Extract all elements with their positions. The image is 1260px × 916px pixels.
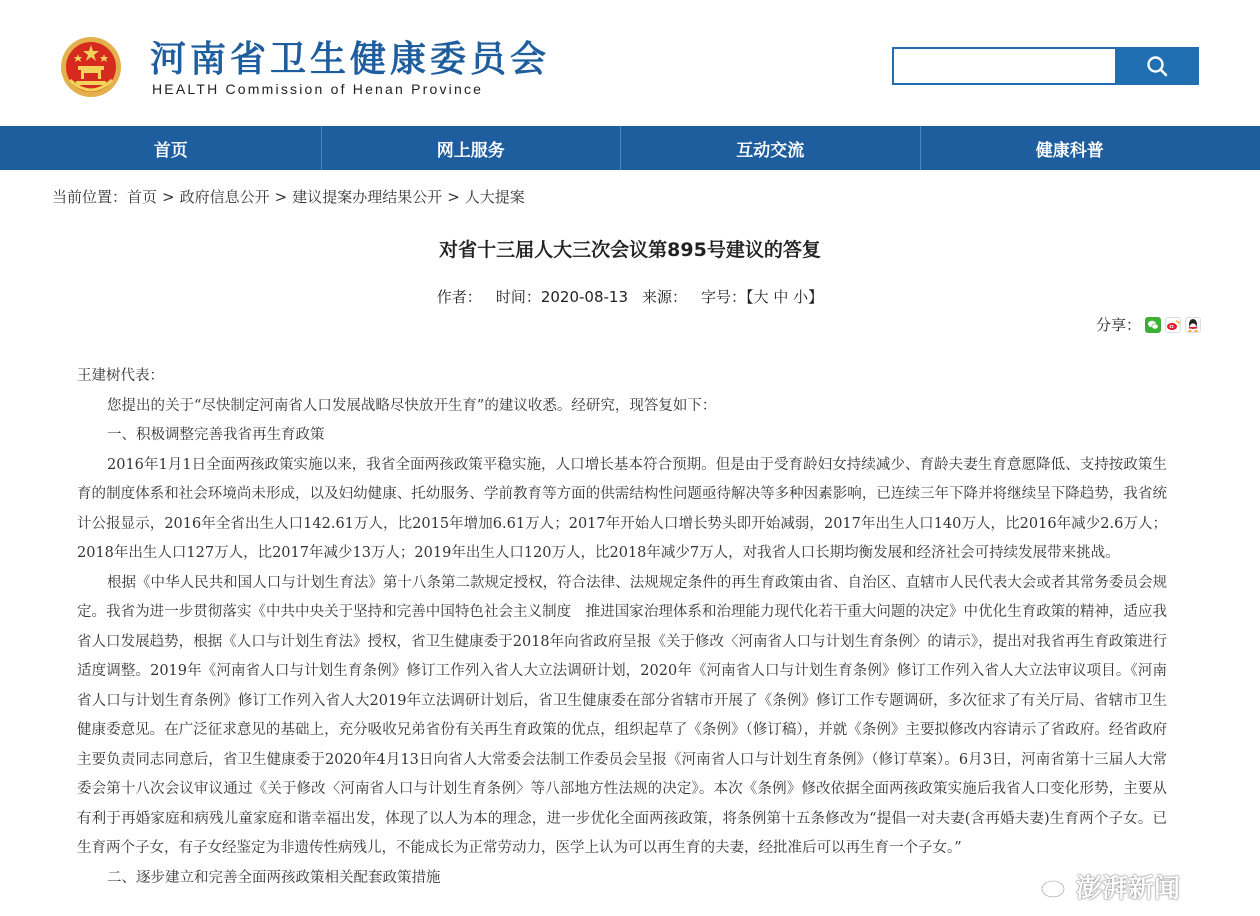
salutation: 王建树代表： (77, 368, 164, 384)
nav-item-health-science[interactable]: 健康科普 (920, 126, 1220, 170)
breadcrumb-item-home[interactable]: 首页 (127, 188, 158, 206)
source-label: 来源： (642, 288, 688, 306)
bracket-open: 【 (746, 288, 754, 306)
font-size-label: 字号： (701, 288, 747, 306)
paragraph: 2016年1月1日全面两孩政策实施以来，我省全面两孩政策平稳实施，人口增长基本符合预期。但是由于受育龄妇女持续减少、育龄夫妻生育意愿降低、支持按政策生育的制度体系和社会环境尚未形成，以及妇幼健康、托幼服务、学前教育等方面的供需结构性问题亟待解决等多种因素影响，已连续三年下降并将继续呈下降趋势，我省统计公报显示，2016年全省出生人口142.61万人，比2015年增加6.61万人；2017年开始人口增长势头即开始减弱，2017年出生人口140万人，比2016年减少2.6万人；2018年出生人口127万人，比2017年减少13万人；2019年出生人口120万人，比2018年减少7万人，对我省人口长期均衡发展和经济社会可持续发展带来挑战。 (77, 456, 1167, 561)
breadcrumb-separator: > (162, 188, 175, 206)
share-bar (1096, 314, 1201, 336)
nav-item-online-service[interactable]: 网上服务 (321, 126, 621, 170)
breadcrumb-item-gov-info[interactable]: 政府信息公开 (179, 188, 270, 206)
font-size-small-link[interactable]: 小 (793, 288, 809, 306)
nav-edge-right (1219, 126, 1240, 170)
font-size-medium-link[interactable]: 中 (773, 288, 789, 306)
qq-icon[interactable] (1185, 317, 1201, 333)
breadcrumb (52, 186, 525, 208)
time-value: 2020-08-13 (540, 288, 629, 306)
paragraph: 您提出的关于“尽快制定河南省人口发展战略尽快放开生育”的建议收悉。经研究，现答复如下： (107, 397, 717, 414)
section-heading: 二、逐步建立和完善全面两孩政策相关配套政策措施 (107, 869, 441, 886)
watermark (1040, 866, 1180, 906)
breadcrumb-separator: > (274, 188, 288, 206)
breadcrumb-item-proposal-results[interactable]: 建议提案办理结果公开 (292, 188, 443, 206)
search-icon (1146, 55, 1168, 77)
breadcrumb-separator: > (447, 188, 460, 206)
bracket-close: 】 (808, 288, 824, 306)
weibo-logo-icon (1040, 873, 1070, 899)
breadcrumb-item-npc-proposals[interactable]: 人大提案 (464, 188, 525, 206)
site-subtitle: HEALTH Commission of Henan Province (152, 81, 484, 97)
national-emblem-icon (60, 36, 122, 98)
nav-edge-left (0, 126, 21, 170)
share-label: 分享： (1096, 316, 1142, 334)
nav-item-interaction[interactable]: 互动交流 (620, 126, 920, 170)
search-input[interactable] (892, 47, 1116, 85)
search-button[interactable] (1115, 47, 1199, 85)
article-title: 对省十三届人大三次会议第895号建议的答复 (439, 239, 821, 261)
time-label: 时间： (495, 288, 541, 306)
article-meta (0, 286, 1260, 308)
wechat-icon[interactable] (1145, 317, 1161, 333)
article-body (77, 362, 1167, 893)
site-header (0, 0, 1260, 126)
author-label: 作者： (436, 288, 482, 306)
watermark-text: 澎湃新闻 (1076, 873, 1181, 904)
breadcrumb-prefix: 当前位置： (52, 188, 128, 206)
paragraph: 根据《中华人民共和国人口与计划生育法》第十八条第二款规定授权，符合法律、法规规定条件的再生育政策由省、自治区、直辖市人民代表大会或者其常务委员会规定。我省为进一步贯彻落实《中共中央关于坚持和完善中国特色社会主义制度 推进国家治理体系和治理能力现代化若干重大问题的决定》中优化生育政策的精神，适应我省人口发展趋势，根据《人口与计划生育法》授权，省卫生健康委于2018年向省政府呈报《关于修改〈河南省人口与计划生育条例〉的请示》，提出对我省再生育政策进行适度调整。2019年《河南省人口与计划生育条例》修订工作列入省人大立法调研计划，2020年《河南省人口与计划生育条例》修订工作列入省人大立法审议项目。《河南省人口与计划生育条例》修订工作列入省人大2019年立法调研计划后，省卫生健康委在部分省辖市开展了《条例》修订工作专题调研，多次征求了有关厅局、省辖市卫生健康委意见。在广泛征求意见的基础上，充分吸收兄弟省份有关再生育政策的优点，组织起草了《条例》（修订稿），并就《条例》主要拟修改内容请示了省政府。经省政府主要负责同志同意后，省卫生健康委于2020年4月13日向省人大常委会法制工作委员会呈报《河南省人口与计划生育条例》（修订草案）。6月3日，河南省第十三届人大常委会第十八次会议审议通过《关于修改〈河南省人口与计划生育条例〉等八部地方性法规的决定》。本次《条例》修改依据全面两孩政策实施后我省人口变化形势，主要从有利于再婚家庭和病残儿童家庭和谐幸福出发，体现了以人为本的理念，进一步优化全面两孩政策，将条例第十五条修改为“提倡一对夫妻(含再婚夫妻)生育两个子女。已生育两个子女，有子女经鉴定为非遗传性病残儿，不能成长为正常劳动力，医学上认为可以再生育的夫妻，经批准后可以再生育一个子女。” (77, 574, 1167, 856)
site-title: 河南省卫生健康委员会 (150, 39, 551, 80)
nav-item-home[interactable]: 首页 (153, 140, 188, 161)
font-size-large-link[interactable]: 大 (753, 288, 769, 306)
main-nav (0, 126, 1260, 170)
weibo-icon[interactable] (1165, 317, 1181, 333)
section-heading: 一、积极调整完善我省再生育政策 (107, 427, 325, 443)
